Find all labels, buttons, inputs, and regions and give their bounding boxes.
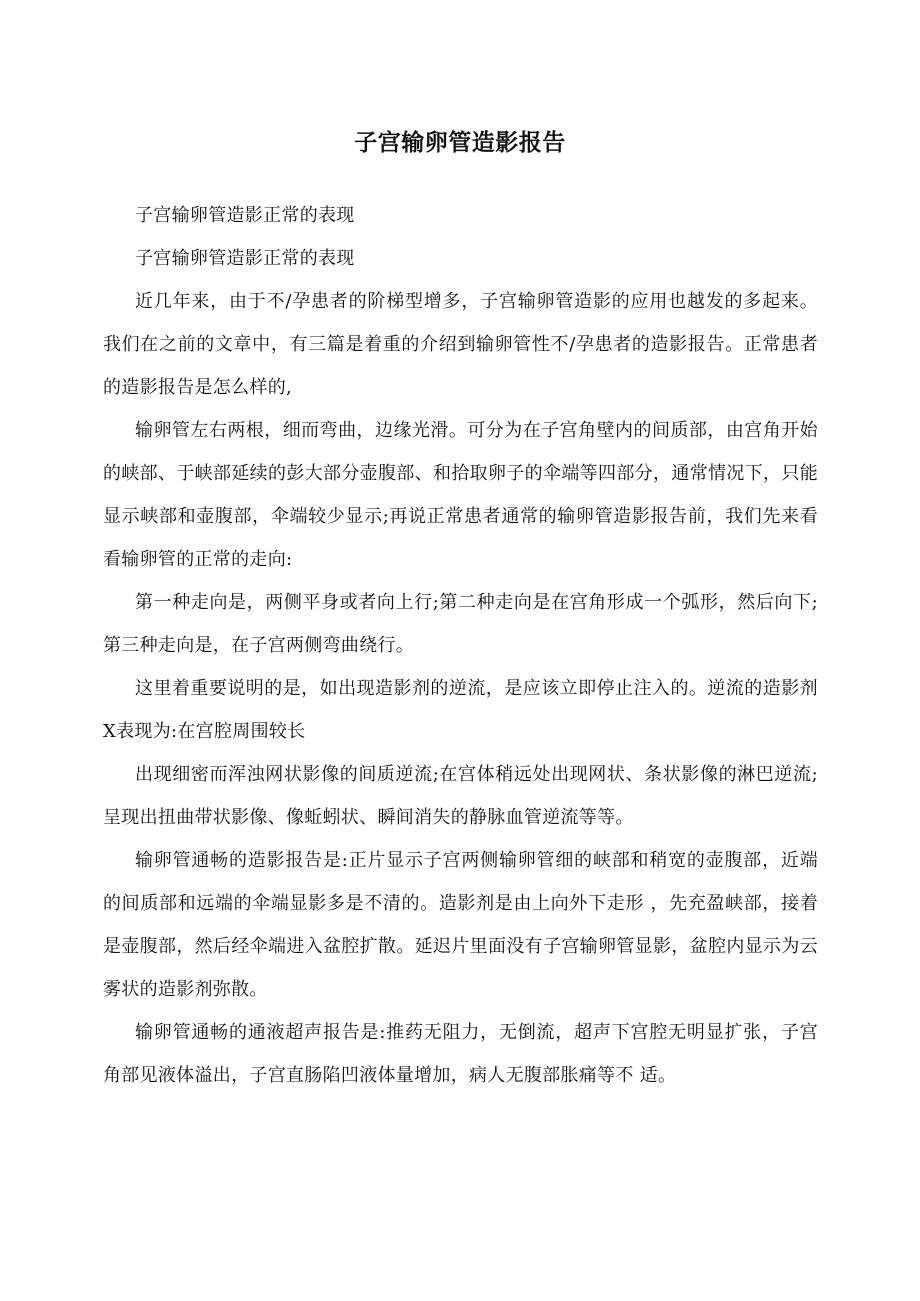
paragraph-patent-ultrasound: 输卵管通畅的通液超声报告是:推药无阻力，无倒流，超声下宫腔无明显扩张，子宫角部见液体溢出，子宫直肠陷凹液体量增加，病人无腹部胀痛等不 适。 [103,1022,818,1086]
section-heading-repeat: 子宫输卵管造影正常的表现 [135,248,355,269]
paragraph-backflow: 这里着重要说明的是，如出现造影剂的逆流，是应该立即停止注入的。逆流的造影剂X表现为:在宫腔周围较长 [103,678,818,742]
paragraph-patent-hsg: 输卵管通畅的造影报告是:正片显示子宫两侧输卵管细的峡部和稍宽的壶腹部，近端的间质部和远端的伞端显影多是不清的。造影剂是由上向外下走形 ，先充盈峡部，接着是壶腹部，然后经伞端进入盆腔扩散。延迟片里面没有子宫输卵管显影，盆腔内显示为云雾状的造影剂弥散。 [103,850,818,1000]
paragraph-anatomy: 输卵管左右两根，细而弯曲，边缘光滑。可分为在子宫角壁内的间质部，由宫角开始的峡部、于峡部延续的彭大部分壶腹部、和拾取卵子的伞端等四部分，通常情况下，只能显示峡部和壶腹部，伞端较少显示;再说正常患者通常的输卵管造影报告前，我们先来看看输卵管的正常的走向: [103,420,818,570]
document-title: 子宫输卵管造影报告 [354,130,566,156]
document-body [103,194,818,1097]
paragraph-intro: 近几年来，由于不/孕患者的阶梯型增多，子宫输卵管造影的应用也越发的多起来。我们在之前的文章中，有三篇是着重的介绍到输卵管性不/孕患者的造影报告。正常患者的造影报告是怎么样的, [103,291,818,398]
section-heading: 子宫输卵管造影正常的表现 [135,205,355,226]
paragraph-backflow-types: 出现细密而浑浊网状影像的间质逆流;在宫体稍远处出现网状、条状影像的淋巴逆流;呈现出扭曲带状影像、像蚯蚓状、瞬间消失的静脉血管逆流等等。 [103,764,818,828]
paragraph-directions: 第一种走向是，两侧平身或者向上行;第二种走向是在宫角形成一个弧形，然后向下;第三种走向是，在子宫两侧弯曲绕行。 [103,592,818,656]
